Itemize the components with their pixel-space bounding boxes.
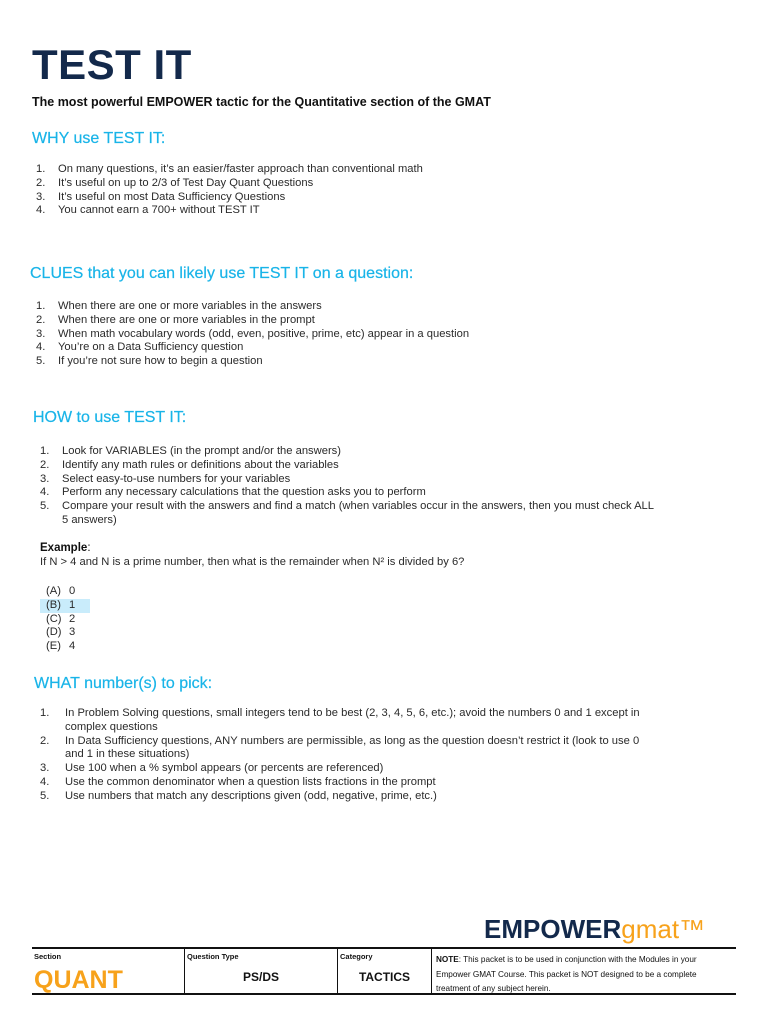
answer-choice (40, 585, 120, 599)
section-value: QUANT (34, 966, 123, 994)
how-step (40, 459, 655, 473)
clue-item (36, 341, 656, 355)
how-list (40, 445, 655, 528)
page-subtitle: The most powerful EMPOWER tactic for the Quantitative section of the GMAT (32, 95, 491, 109)
answer-choice-text: 4 (69, 640, 76, 653)
clues-heading: CLUES that you can likely use TEST IT on a question: (30, 265, 414, 282)
what-list (40, 707, 660, 804)
answer-choice-text: 1 (69, 598, 76, 611)
how-step-text: Perform any necessary calculations that the question asks you to perform (62, 486, 426, 499)
answer-choice (40, 640, 120, 654)
how-step (40, 473, 655, 487)
answer-choices (40, 585, 120, 654)
category-value: TACTICS (358, 970, 411, 984)
what-item-number: 4. (40, 775, 50, 788)
what-item-number: 5. (40, 789, 50, 802)
what-item-text: In Data Sufficiency questions, ANY numbers are permissible, as long as the question doesn’t restrict it (look to use 0 and 1 in these situations) (65, 734, 640, 761)
example-question: If N > 4 and N is a prime number, then what is the remainder when N² is divided by 6? (40, 556, 465, 568)
clue-item-number: 3. (36, 327, 46, 340)
why-item (36, 191, 656, 205)
example-label-text: Example (40, 542, 88, 554)
why-item-number: 2. (36, 176, 46, 189)
why-item (36, 204, 656, 218)
how-step (40, 486, 655, 500)
why-list (36, 163, 656, 218)
why-item-text: It’s useful on up to 2/3 of Test Day Quant Questions (58, 176, 314, 189)
answer-choice-text: 2 (69, 612, 76, 625)
clue-item-number: 1. (36, 300, 46, 312)
answer-choice-number: (C) (46, 612, 62, 625)
section-label: Section (34, 952, 62, 961)
how-step (40, 500, 655, 528)
clue-item-text: When there are one or more variables in the prompt (58, 313, 315, 326)
footer-note-cell (432, 949, 736, 993)
why-heading: WHY use TEST IT: (32, 130, 166, 147)
what-item-number: 1. (40, 707, 50, 719)
clue-item-text: When math vocabulary words (odd, even, positive, prime, etc) appear in a question (58, 327, 470, 340)
clues-list (36, 300, 656, 369)
why-item-number: 1. (36, 163, 46, 175)
how-step-text: Identify any math rules or definitions about the variables (62, 458, 339, 471)
answer-choice (40, 613, 120, 627)
what-item-text: Use the common denominator when a question lists fractions in the prompt (65, 775, 436, 788)
qtype-label: Question Type (187, 952, 239, 961)
what-item (40, 735, 660, 763)
footer-section-cell (32, 949, 185, 993)
what-item-text: In Problem Solving questions, small integers tend to be best (2, 3, 4, 5, 6, etc.); avoid the numbers 0 and 1 except in complex questions (65, 707, 640, 733)
clue-item-number: 2. (36, 313, 46, 326)
footer-category-cell (338, 949, 432, 993)
qtype-value: PS/DS (242, 970, 279, 984)
brand-logo (484, 916, 705, 942)
why-item-number: 3. (36, 190, 46, 203)
clue-item-number: 4. (36, 341, 46, 354)
category-label: Category (340, 952, 373, 961)
clue-item (36, 314, 656, 328)
what-item-text: Use 100 when a % symbol appears (or percents are referenced) (65, 762, 384, 775)
clue-item-text: If you’re not sure how to begin a question (58, 355, 263, 368)
why-item (36, 163, 656, 177)
what-item (40, 762, 660, 776)
clue-item (36, 300, 656, 314)
what-item (40, 776, 660, 790)
how-step-number: 5. (40, 500, 50, 513)
what-item-number: 2. (40, 734, 50, 747)
footer-qtype-cell (185, 949, 338, 993)
answer-choice-text: 0 (69, 585, 76, 597)
how-heading: HOW to use TEST IT: (33, 409, 187, 426)
brand-empower: EMPOWER (484, 914, 622, 944)
what-item (40, 790, 660, 804)
how-step-number: 4. (40, 486, 50, 499)
why-item (36, 177, 656, 191)
example-label-colon: : (87, 542, 91, 554)
why-item-number: 4. (36, 204, 46, 217)
answer-choice (40, 626, 120, 640)
note-text: : This packet is to be used in conjunction with the Modules in your Empower GMAT Course. This packet is NOT designed to be a complete treatment of any subject herein. (436, 955, 697, 993)
footer-table (32, 947, 736, 995)
why-item-text: It’s useful on most Data Sufficiency Questions (58, 190, 286, 203)
clue-item (36, 355, 656, 369)
what-item-number: 3. (40, 762, 50, 775)
clue-item-number: 5. (36, 355, 46, 368)
how-step (40, 445, 655, 459)
how-step-text: Look for VARIABLES (in the prompt and/or the answers) (62, 445, 341, 457)
brand-gmat: gmat™ (621, 914, 706, 944)
how-step-text: Compare your result with the answers and find a match (when variables occur in the answers, then you must check ALL 5 answers) (62, 500, 654, 526)
page-title: TEST IT (32, 41, 192, 88)
answer-choice-number: (D) (46, 626, 62, 639)
answer-choice-text: 3 (69, 626, 76, 639)
example-label (40, 542, 91, 554)
answer-choice-number: (A) (46, 585, 61, 597)
how-step-text: Select easy-to-use numbers for your variables (62, 472, 291, 485)
clue-item-text: When there are one or more variables in the answers (58, 300, 322, 312)
answer-choice-number: (B) (46, 598, 61, 611)
how-step-number: 1. (40, 445, 50, 457)
why-item-text: You cannot earn a 700+ without TEST IT (58, 204, 260, 217)
how-step-number: 2. (40, 458, 50, 471)
clue-item-text: You’re on a Data Sufficiency question (58, 341, 244, 354)
answer-choice-number: (E) (46, 640, 61, 653)
what-item-text: Use numbers that match any descriptions given (odd, negative, prime, etc.) (65, 789, 437, 802)
note-label: NOTE (436, 955, 459, 964)
why-item-text: On many questions, it’s an easier/faster approach than conventional math (58, 163, 423, 175)
clue-item (36, 328, 656, 342)
how-step-number: 3. (40, 472, 50, 485)
what-heading: WHAT number(s) to pick: (34, 675, 213, 692)
what-item (40, 707, 660, 735)
answer-choice (40, 599, 90, 613)
